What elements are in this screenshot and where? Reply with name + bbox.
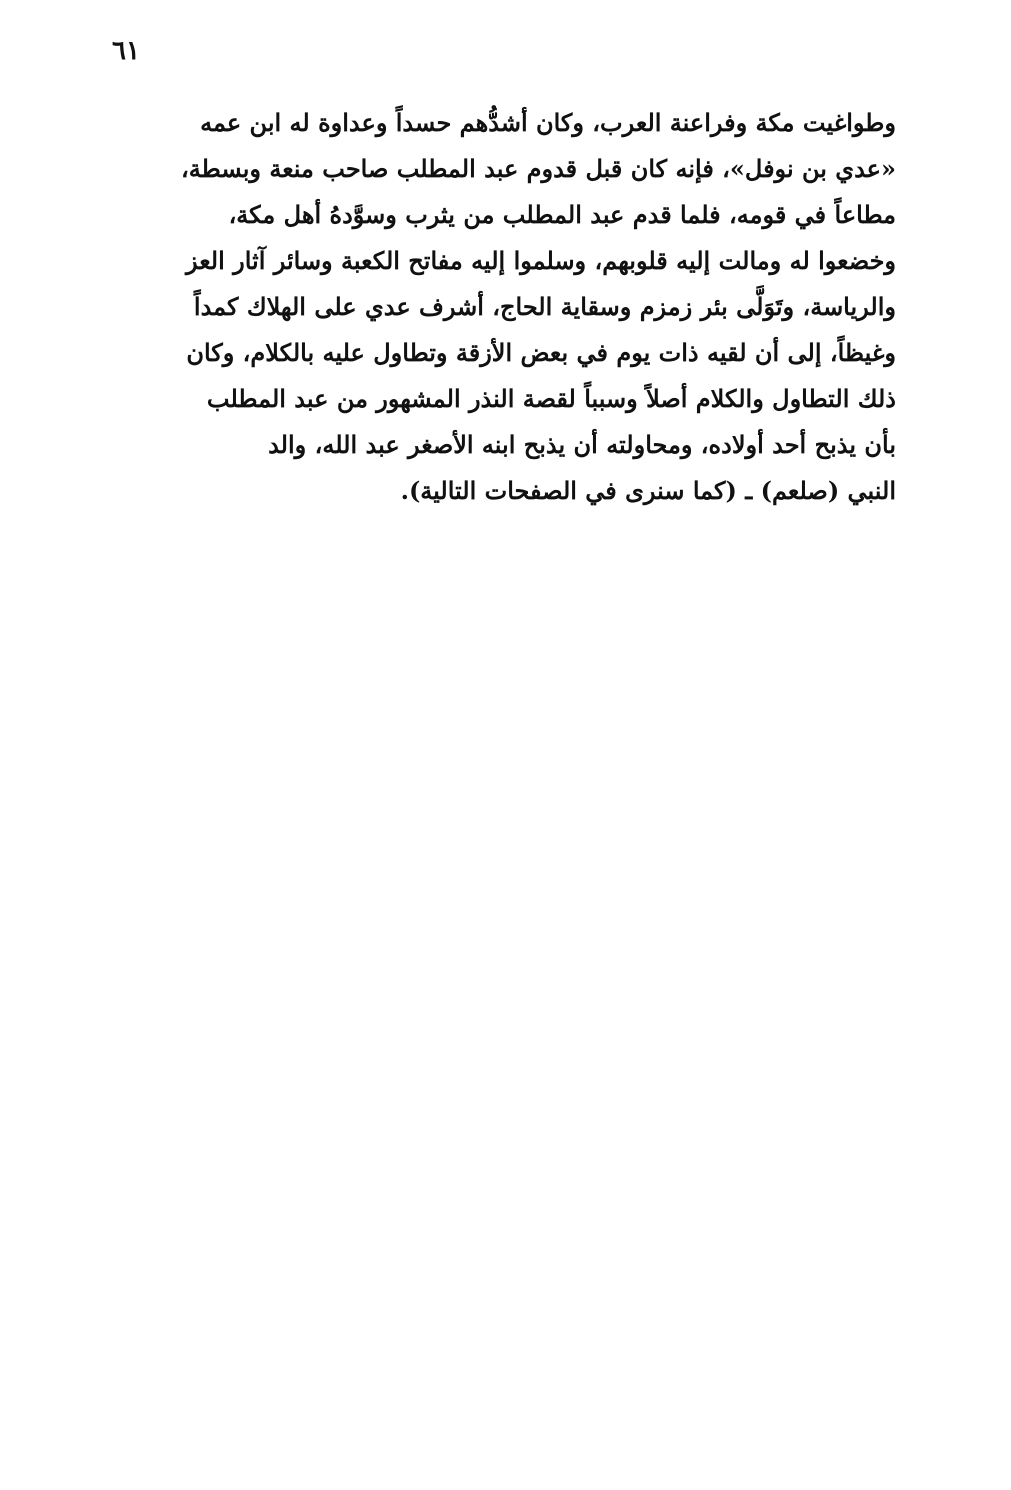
- text-line: وطواغيت مكة وفراعنة العرب، وكان أشدُّهم حسداً وعداوة له ابن عمه: [200, 108, 896, 137]
- text-line: ذلك التطاول والكلام أصلاً وسبباً لقصة النذر المشهور من عبد المطلب: [206, 384, 896, 413]
- text-line: وغيظاً، إلى أن لقيه ذات يوم في بعض الأزقة وتطاول عليه بالكلام، وكان: [186, 338, 896, 367]
- page-number: ٦١: [112, 36, 140, 66]
- text-line: النبي (صلعم) ـ (كما سنرى في الصفحات التالية).: [400, 476, 896, 505]
- text-line: والرياسة، وتَوَلَّى بئر زمزم وسقاية الحاج، أشرف عدي على الهلاك كمداً: [193, 292, 896, 321]
- text-line: وخضعوا له ومالت إليه قلوبهم، وسلموا إليه مفاتح الكعبة وسائر آثار العز: [185, 246, 896, 275]
- text-line: بأن يذبح أحد أولاده، ومحاولته أن يذبح ابنه الأصغر عبد الله، والد: [268, 430, 896, 459]
- body-text: [112, 100, 896, 514]
- text-line: مطاعاً في قومه، فلما قدم عبد المطلب من يثرب وسوَّدهُ أهل مكة،: [228, 200, 896, 229]
- text-line: «عدي بن نوفل»، فإنه كان قبل قدوم عبد المطلب صاحب منعة وبسطة،: [181, 154, 896, 183]
